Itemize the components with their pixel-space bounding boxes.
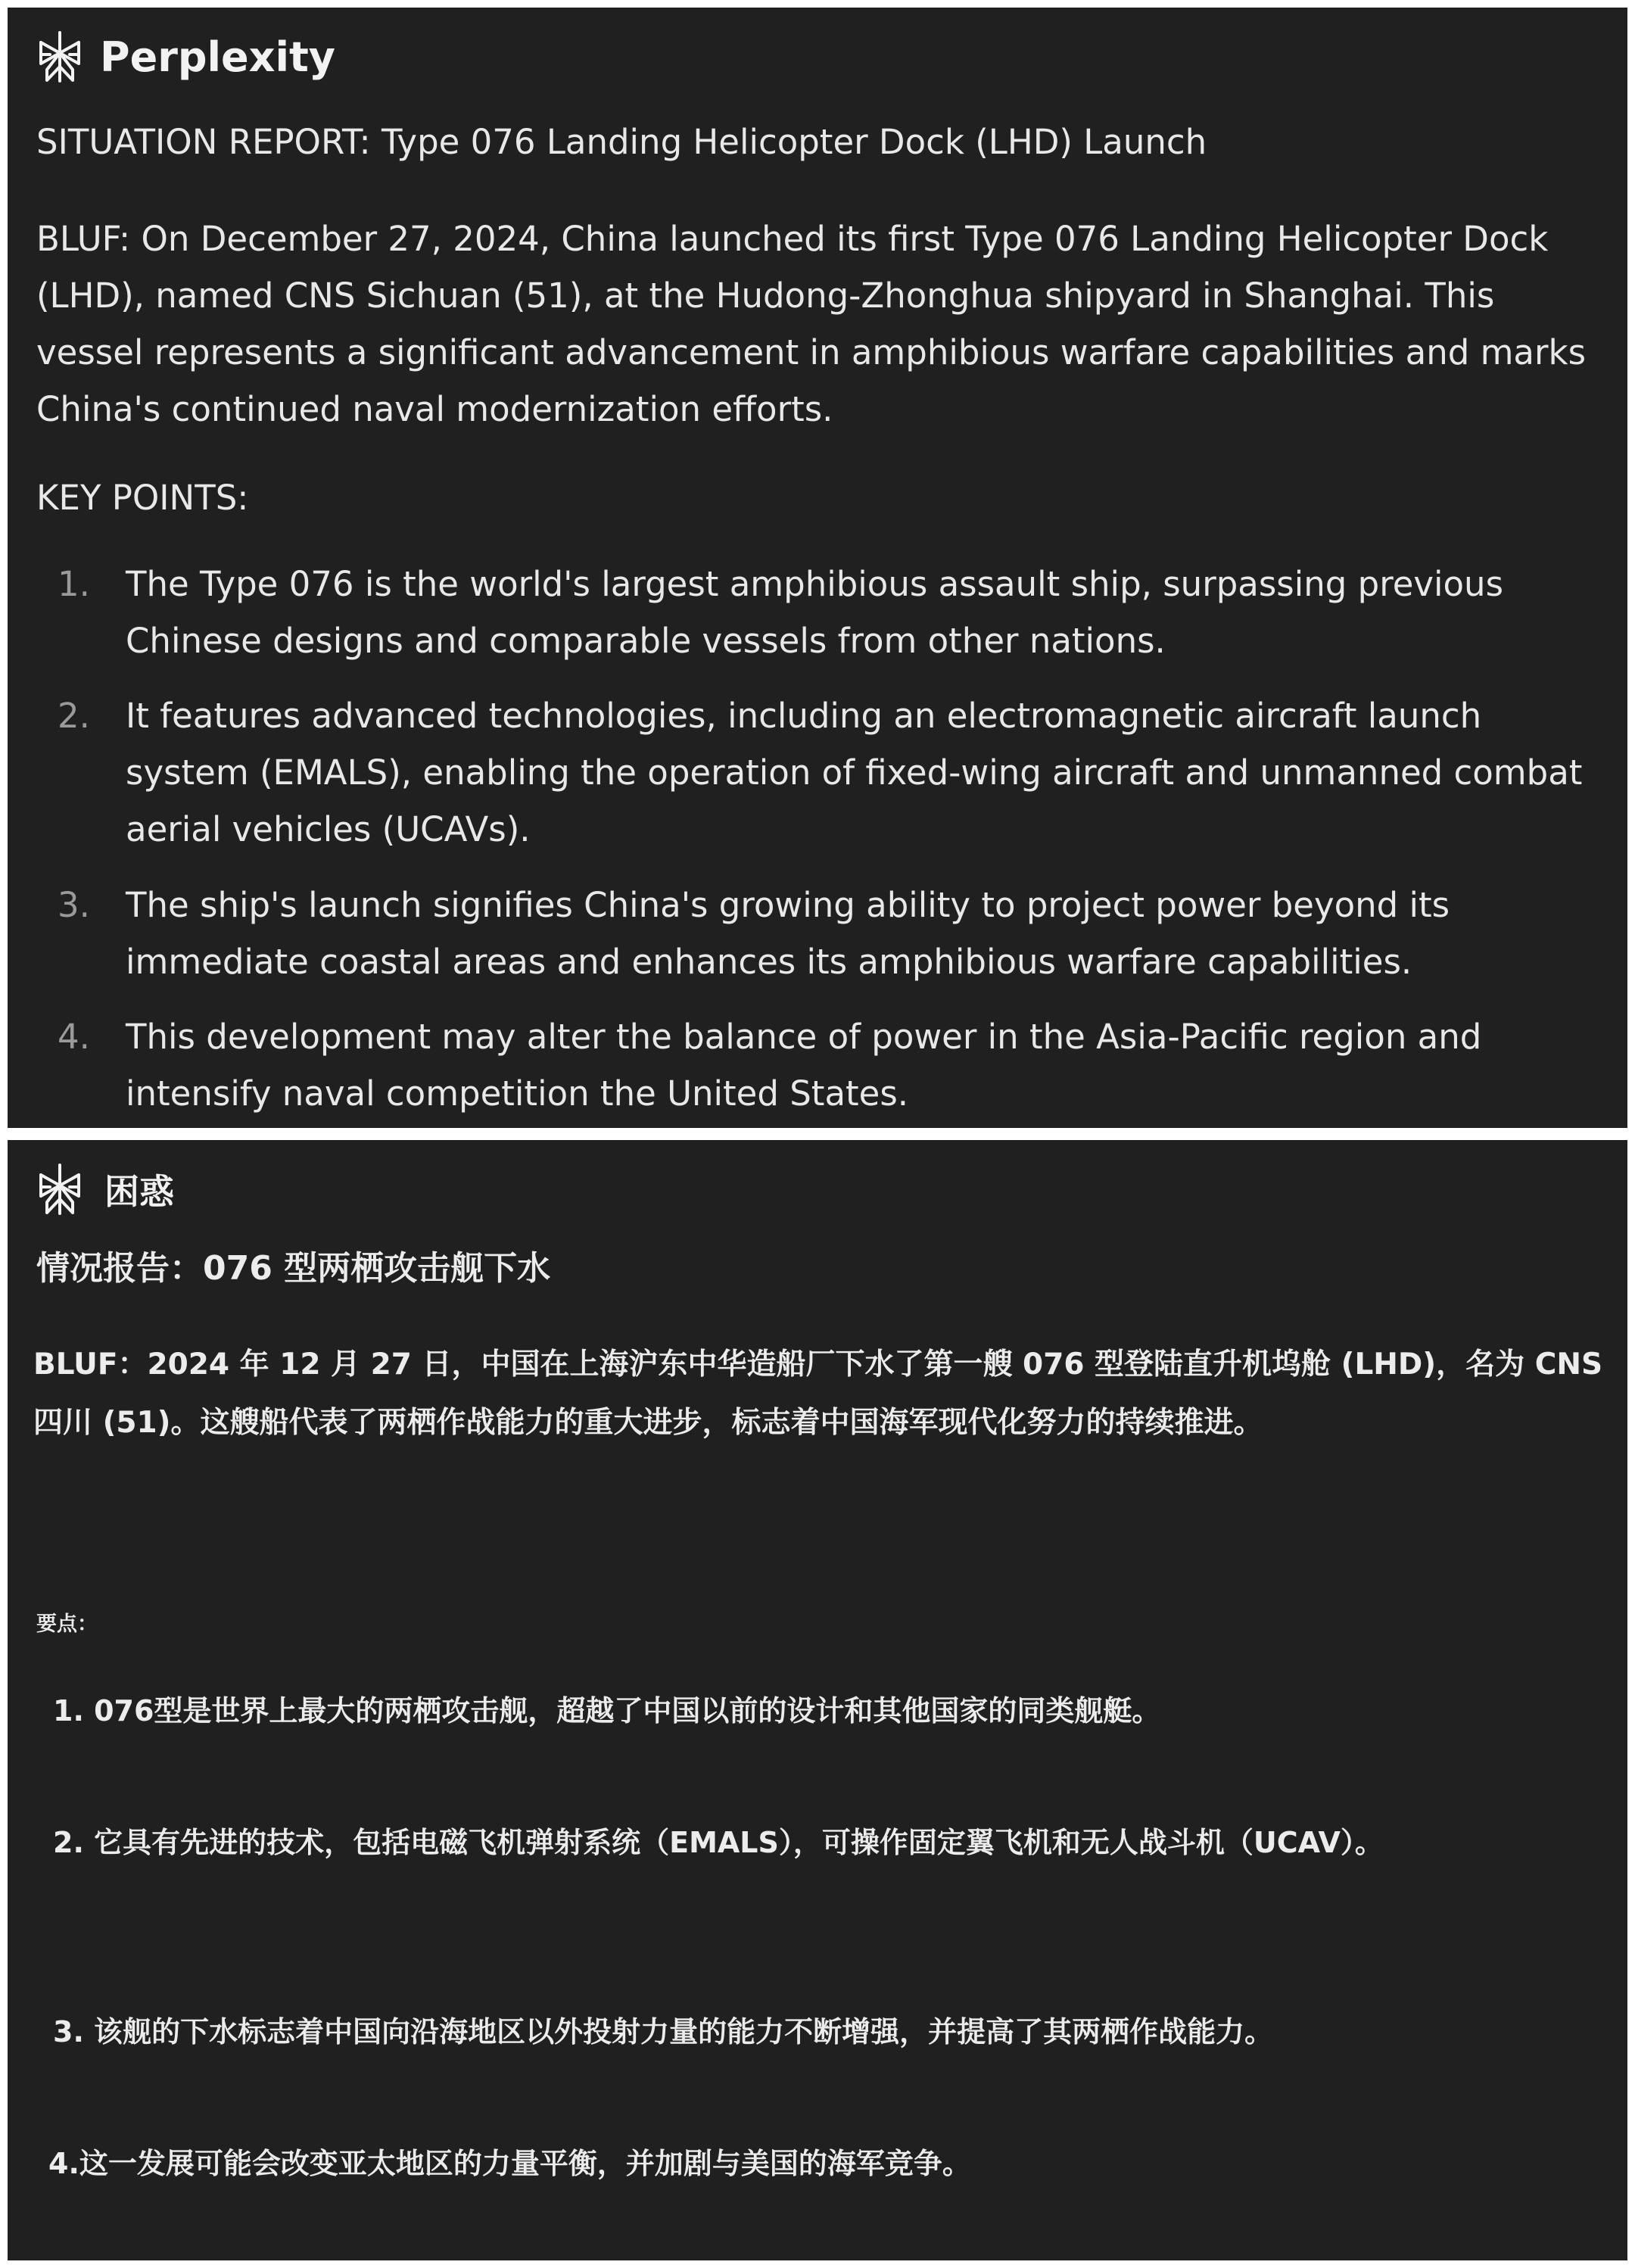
brand-header [36, 1163, 174, 1216]
list-item-number: 4. [58, 1017, 90, 1057]
perplexity-logo-icon [36, 30, 83, 83]
list-item: 2. 它具有先进的技术，包括电磁飞机弹射系统（EMALS），可操作固定翼飞机和无人战斗机（UCAV）。 [53, 1826, 1384, 1859]
perplexity-logo-icon [36, 1163, 83, 1216]
bluf-paragraph: BLUF：2024 年 12 月 27 日，中国在上海沪东中华造船厂下水了第一艘 076 型登陆直升机坞舱 (LHD)，名为 CNS 四川 (51)。这艘船代表了两栖作战能力的重大进步，标志着中国海军现代化努力的持续推进。 [33, 1347, 1603, 1440]
report-title: 情况报告：076 型两栖攻击舰下水 [36, 1249, 551, 1288]
brand-name: Perplexity [100, 33, 335, 81]
list-item-text: It features advanced technologies, including an electromagnetic aircraft launch system (EMALS), enabling the operation of fixed-wing aircraft and unmanned combat aerial vehicles (UCAVs). [126, 696, 1583, 849]
bluf-paragraph: BLUF: On December 27, 2024, China launched its first Type 076 Landing Helicopter Dock (LHD), named CNS Sichuan (51), at the Hudong-Zhonghua shipyard in Shanghai. This vessel represents a significant advancement in amphibious warfare capabilities and marks China's continued naval modernization efforts. [36, 219, 1587, 429]
list-item: 3. 该舰的下水标志着中国向沿海地区以外投射力量的能力不断增强，并提高了其两栖作战能力。 [53, 2015, 1274, 2048]
chinese-response-panel [8, 1140, 1627, 2260]
key-points-heading: KEY POINTS: [36, 478, 249, 518]
list-item-text: The Type 076 is the world's largest amphibious assault ship, surpassing previous Chinese designs and comparable vessels from other nations. [126, 564, 1504, 661]
list-item: 1. 076型是世界上最大的两栖攻击舰，超越了中国以前的设计和其他国家的同类舰艇。 [53, 1694, 1161, 1727]
list-item-text: This development may alter the balance of power in the Asia-Pacific region and intensify naval competition the United States. [126, 1017, 1482, 1114]
english-response-panel [8, 8, 1627, 1128]
list-item-text: The ship's launch signifies China's growing ability to project power beyond its immediate coastal areas and enhances its amphibious warfare capabilities. [126, 885, 1450, 982]
brand-name: 困惑 [104, 1171, 174, 1212]
list-item-number: 2. [58, 696, 90, 736]
list-item: 4.这一发展可能会改变亚太地区的力量平衡，并加剧与美国的海军竞争。 [48, 2147, 971, 2180]
list-item-number: 3. [58, 885, 90, 925]
brand-header [36, 30, 335, 83]
key-points-heading: 要点： [36, 1612, 98, 1636]
report-title: SITUATION REPORT: Type 076 Landing Helicopter Dock (LHD) Launch [36, 122, 1207, 162]
list-item-number: 1. [58, 564, 90, 604]
